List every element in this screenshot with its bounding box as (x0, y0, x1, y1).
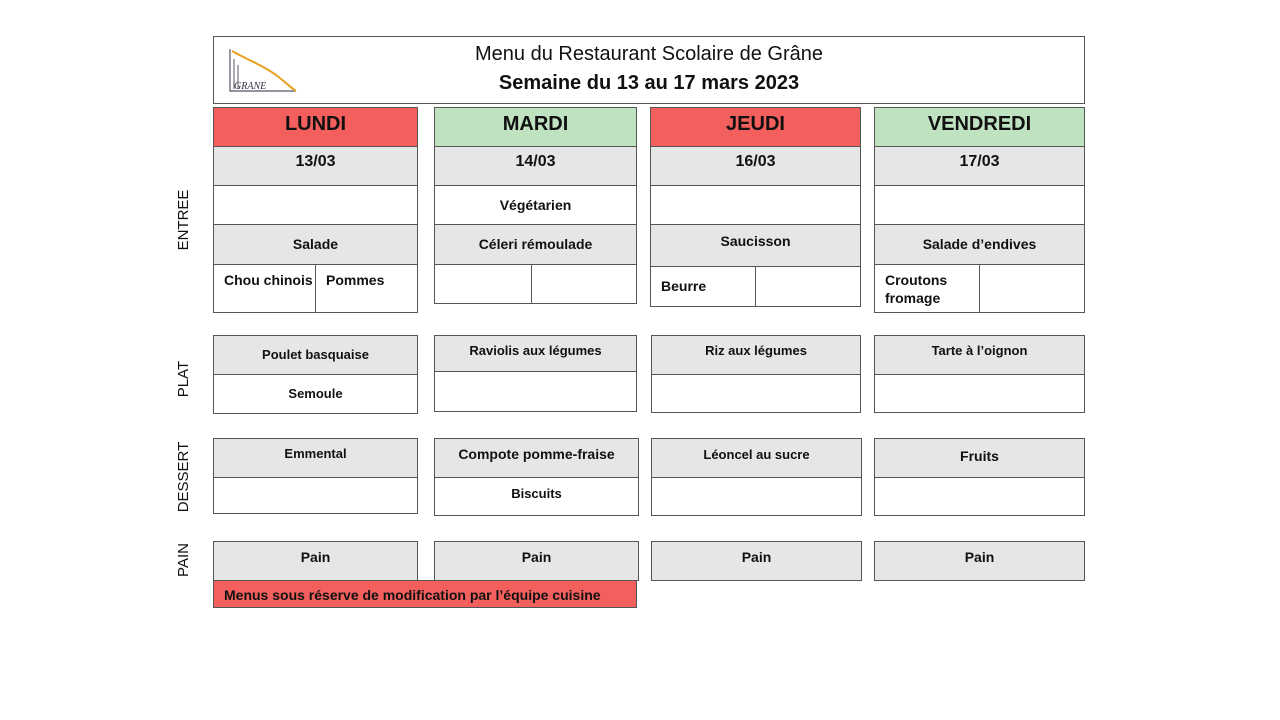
pain-lundi: Pain (213, 541, 418, 581)
pain-mardi: Pain (434, 541, 639, 581)
day-header-jeudi: JEUDI (650, 107, 861, 147)
pain-jeudi: Pain (651, 541, 862, 581)
day-header-vendredi: VENDREDI (874, 107, 1085, 147)
entree-main-vendredi: Salade d’endives (874, 224, 1085, 265)
day-date-lundi: 13/03 (213, 146, 418, 186)
entree-main-jeudi: Saucisson (650, 224, 861, 267)
row-label-pain: PAIN (175, 543, 192, 577)
entree-main-lundi: Salade (213, 224, 418, 265)
plat-main-jeudi: Riz aux légumes (651, 335, 861, 375)
notice-banner: Menus sous réserve de modification par l’équipe cuisine (213, 580, 637, 608)
menu-header (213, 36, 1085, 104)
day-date-vendredi: 17/03 (874, 146, 1085, 186)
entree-top-lundi (213, 185, 418, 225)
dessert-main-jeudi: Léoncel au sucre (651, 438, 862, 478)
plat-side-mardi (434, 371, 637, 412)
plat-side-vendredi (874, 374, 1085, 413)
day-header-lundi: LUNDI (213, 107, 418, 147)
pain-vendredi: Pain (874, 541, 1085, 581)
day-date-mardi: 14/03 (434, 146, 637, 186)
entree-right-mardi (531, 264, 637, 304)
dessert-side-vendredi (874, 477, 1085, 516)
entree-main-mardi: Céleri rémoulade (434, 224, 637, 265)
day-header-mardi: MARDI (434, 107, 637, 147)
entree-right-vendredi (979, 264, 1085, 313)
dessert-main-lundi: Emmental (213, 438, 418, 478)
menu-week: Semaine du 13 au 17 mars 2023 (498, 72, 800, 94)
dessert-side-mardi: Biscuits (434, 477, 639, 516)
row-label-dessert: DESSERT (175, 441, 192, 513)
menu-title: Menu du Restaurant Scolaire de Grâne (475, 43, 823, 65)
logo-text: GRANE (234, 81, 267, 92)
entree-left-mardi (434, 264, 532, 304)
dessert-side-jeudi (651, 477, 862, 516)
row-label-entree: ENTREE (175, 189, 192, 251)
dessert-main-vendredi: Fruits (874, 438, 1085, 478)
dessert-side-lundi (213, 477, 418, 514)
entree-right-jeudi (755, 266, 861, 307)
dessert-main-mardi: Compote pomme-fraise (434, 438, 639, 478)
entree-right-lundi: Pommes (315, 264, 418, 313)
plat-side-jeudi (651, 374, 861, 413)
entree-top-jeudi (650, 185, 861, 225)
plat-main-vendredi: Tarte à l’oignon (874, 335, 1085, 375)
entree-left-vendredi: Croutons fromage (874, 264, 980, 313)
plat-main-mardi: Raviolis aux légumes (434, 335, 637, 372)
plat-side-lundi: Semoule (213, 374, 418, 414)
entree-left-jeudi: Beurre (650, 266, 756, 307)
entree-left-lundi: Chou chinois (213, 264, 316, 313)
plat-main-lundi: Poulet basquaise (213, 335, 418, 375)
day-date-jeudi: 16/03 (650, 146, 861, 186)
entree-top-vendredi (874, 185, 1085, 225)
row-label-plat: PLAT (175, 360, 192, 398)
entree-top-mardi: Végétarien (434, 185, 637, 225)
